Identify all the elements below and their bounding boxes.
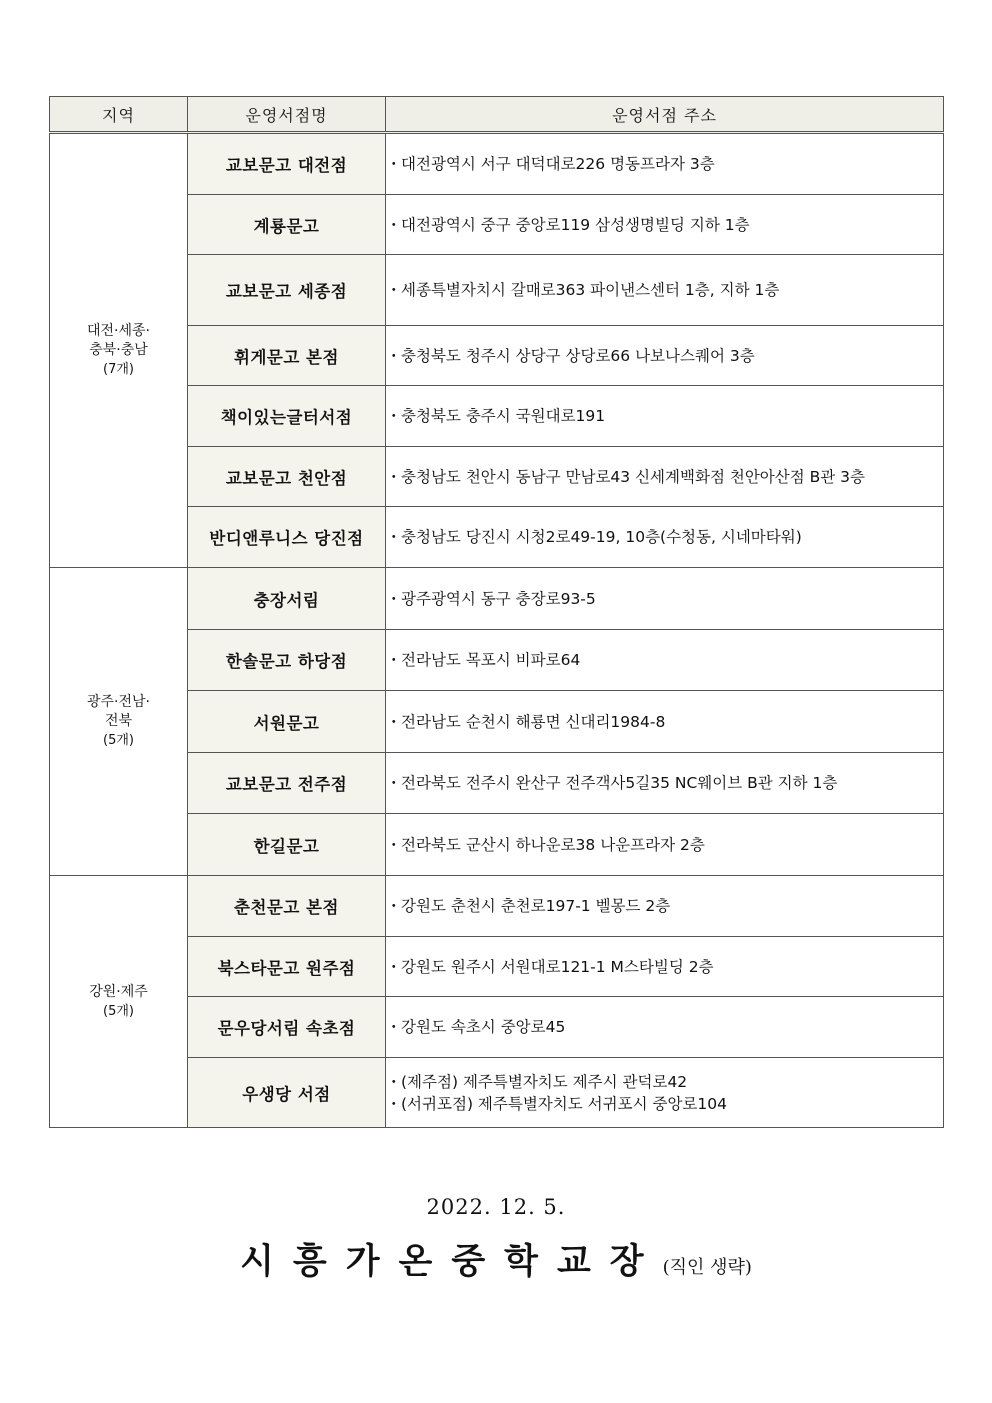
store-name: 교보문고 전주점	[188, 753, 386, 814]
store-address	[386, 997, 944, 1058]
header-store-address: 운영서점 주소	[386, 97, 944, 133]
address-text: 광주광역시 동구 충장로93-5	[401, 589, 596, 608]
address-line	[386, 895, 943, 917]
table-row	[50, 568, 944, 630]
address-text: 전라남도 목포시 비파로64	[401, 651, 581, 669]
region-count: (7개)	[103, 362, 134, 377]
address-text: 충청남도 천안시 동남구 만남로43 신세계백화점 천안아산점 B관 3층	[401, 467, 866, 486]
store-address	[386, 195, 944, 255]
address-text: 대전광역시 서구 대덕대로226 명동프라자 3층	[401, 155, 715, 173]
region-label: 대전·세종·	[87, 323, 150, 339]
store-name: 우생당 서점	[188, 1058, 386, 1128]
address-line	[386, 1071, 943, 1093]
bullet-icon: ・	[386, 528, 402, 546]
address-text: 전라남도 순천시 해룡면 신대리1984-8	[401, 712, 666, 731]
bullet-icon: ・	[386, 1094, 402, 1113]
store-name: 계룡문고	[188, 195, 386, 255]
store-address	[386, 507, 944, 568]
store-name: 반디앤루니스 당진점	[188, 507, 386, 568]
store-name: 교보문고 천안점	[188, 447, 386, 507]
store-name: 한길문고	[188, 814, 386, 876]
document-date: 2022. 12. 5.	[426, 1195, 566, 1219]
table-row	[50, 876, 944, 937]
bullet-icon: ・	[386, 407, 402, 425]
address-text: 세종특별자치시 갈매로363 파이낸스센터 1층, 지하 1층	[401, 281, 780, 299]
bullet-icon: ・	[386, 651, 402, 669]
store-name: 교보문고 세종점	[188, 255, 386, 326]
address-line	[386, 214, 943, 236]
region-label: 광주·전남·	[87, 694, 150, 710]
store-name: 서원문고	[188, 691, 386, 753]
address-line	[386, 649, 943, 671]
store-address	[386, 326, 944, 386]
address-line	[386, 588, 943, 610]
store-address	[386, 814, 944, 876]
address-line	[386, 405, 943, 427]
region-label: 강원·제주	[89, 983, 148, 1000]
address-text: 강원도 춘천시 춘천로197-1 벨몽드 2층	[401, 897, 671, 915]
store-address	[386, 255, 944, 326]
address-line	[386, 1016, 943, 1038]
address-line	[386, 956, 943, 978]
address-text: 강원도 원주시 서원대로121-1 M스타빌딩 2층	[401, 957, 714, 976]
bullet-icon: ・	[386, 774, 402, 792]
bookstore-table	[49, 96, 944, 1128]
region-label: 전북	[104, 713, 133, 729]
bullet-icon: ・	[386, 957, 402, 976]
address-line	[386, 279, 943, 301]
store-address	[386, 691, 944, 753]
header-region: 지역	[50, 97, 188, 133]
address-line	[386, 772, 943, 794]
address-line	[386, 711, 943, 733]
store-name: 문우당서림 속초점	[188, 997, 386, 1058]
region-count: (5개)	[103, 1003, 134, 1019]
store-name: 한솔문고 하당점	[188, 630, 386, 691]
bullet-icon: ・	[386, 155, 402, 173]
address-text: 전라북도 전주시 완산구 전주객사5길35 NC웨이브 B관 지하 1층	[401, 774, 838, 792]
address-text: 충청남도 당진시 시청2로49-19, 10층(수청동, 시네마타워)	[401, 528, 802, 546]
header-store-name: 운영서점명	[188, 97, 386, 133]
bullet-icon: ・	[386, 215, 402, 234]
store-name: 춘천문고 본점	[188, 876, 386, 937]
address-text: 강원도 속초시 중앙로45	[401, 1018, 566, 1036]
store-address	[386, 753, 944, 814]
address-text: (제주점) 제주특별자치도 제주시 관덕로42	[401, 1072, 688, 1091]
store-address	[386, 133, 944, 195]
store-name: 교보문고 대전점	[188, 133, 386, 195]
bullet-icon: ・	[386, 467, 402, 486]
store-name: 책이있는글터서점	[188, 386, 386, 447]
store-name: 북스타문고 원주점	[188, 937, 386, 997]
bullet-icon: ・	[386, 589, 402, 608]
bullet-icon: ・	[386, 1072, 402, 1091]
region-cell	[50, 133, 188, 568]
address-text: 충청북도 청주시 상당구 상당로66 나보나스퀘어 3층	[401, 346, 755, 365]
bullet-icon: ・	[386, 897, 402, 915]
table-row	[50, 133, 944, 195]
seal-omitted-note: (직인 생략)	[662, 1257, 752, 1278]
address-line	[386, 466, 943, 488]
address-line	[386, 1093, 943, 1115]
table-header-row	[50, 97, 944, 133]
address-line	[386, 153, 943, 175]
signatory: 시흥가온중학교장	[240, 1241, 663, 1282]
store-address	[386, 630, 944, 691]
store-address	[386, 1058, 944, 1128]
address-text: 충청북도 충주시 국원대로191	[401, 407, 606, 425]
signature-line	[0, 1234, 992, 1284]
store-address	[386, 937, 944, 997]
bullet-icon: ・	[386, 712, 402, 731]
store-address	[386, 568, 944, 630]
region-count: (5개)	[103, 733, 134, 748]
region-label: 충북·충남	[89, 342, 148, 358]
bullet-icon: ・	[386, 281, 402, 299]
address-text: 전라북도 군산시 하나운로38 나운프라자 2층	[401, 835, 705, 854]
store-address	[386, 876, 944, 937]
address-line	[386, 345, 943, 367]
region-cell	[50, 876, 188, 1128]
address-line	[386, 526, 943, 548]
store-name: 충장서림	[188, 568, 386, 630]
region-cell	[50, 568, 188, 876]
address-line	[386, 834, 943, 856]
address-text: (서귀포점) 제주특별자치도 서귀포시 중앙로104	[401, 1094, 727, 1113]
bullet-icon: ・	[386, 1018, 402, 1036]
bullet-icon: ・	[386, 346, 402, 365]
store-address	[386, 447, 944, 507]
store-name: 휘게문고 본점	[188, 326, 386, 386]
address-text: 대전광역시 중구 중앙로119 삼성생명빌딩 지하 1층	[401, 215, 750, 234]
store-address	[386, 386, 944, 447]
bullet-icon: ・	[386, 835, 402, 854]
